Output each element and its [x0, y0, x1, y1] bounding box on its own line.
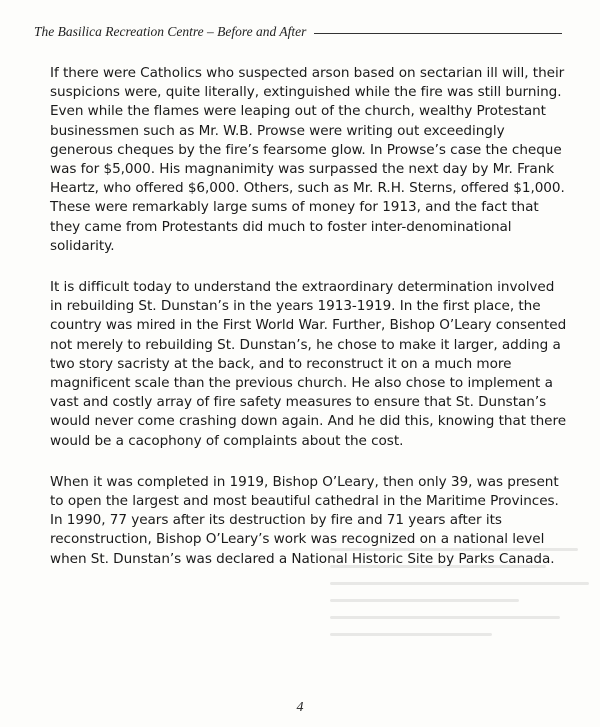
- running-header: [34, 24, 562, 40]
- paragraph-completion: When it was completed in 1919, Bishop O’Leary, then only 39, was present to open the largest and most beautiful cathedral in the Maritime Provinces. In 1990, 77 years after its destruction by fire and 71 years after its reconstruction, Bishop O’Leary’s work was recognized on a national level when St. Dunstan’s was declared a National Historic Site by Parks Canada.: [50, 473, 559, 567]
- page-number: 4: [296, 700, 304, 715]
- body-text: [50, 64, 570, 591]
- paragraph-donations: If there were Catholics who suspected arson based on sectarian ill will, their suspicions were, quite literally, extinguished while the fire was still burning. Even while the flames were leaping out of the church, wealthy Protestant businessmen such as Mr. W.B. Prowse were writing out exceedingly generous cheques by the fire’s fearsome glow. In Prowse’s case the cheque was for $5,000. His magnanimity was surpassed the next day by Mr. Frank Heartz, who offered $6,000. Others, such as Mr. R.H. Sterns, offered $1,000. These were remarkably large sums of money for 1913, and the fact that they came from Protestants did much to foster inter-denominational solidarity.: [50, 65, 565, 254]
- header-rule: [314, 33, 562, 34]
- running-title: The Basilica Recreation Centre – Before and After: [34, 24, 307, 39]
- paragraph-rebuilding: It is difficult today to understand the extraordinary determination involved in rebuilding St. Dunstan’s in the years 1913-1919. In the first place, the country was mired in the First World War. Further, Bishop O’Leary consented not merely to rebuilding St. Dunstan’s, he chose to make it larger, adding a two story sacristy at the back, and to reconstruct it on a much more magnificent scale than the previous church. He also chose to implement a vast and costly array of fire safety measures to ensure that St. Dunstan’s would never come crashing down again. And he did this, knowing that there would be a cacophony of complaints about the cost.: [50, 279, 567, 449]
